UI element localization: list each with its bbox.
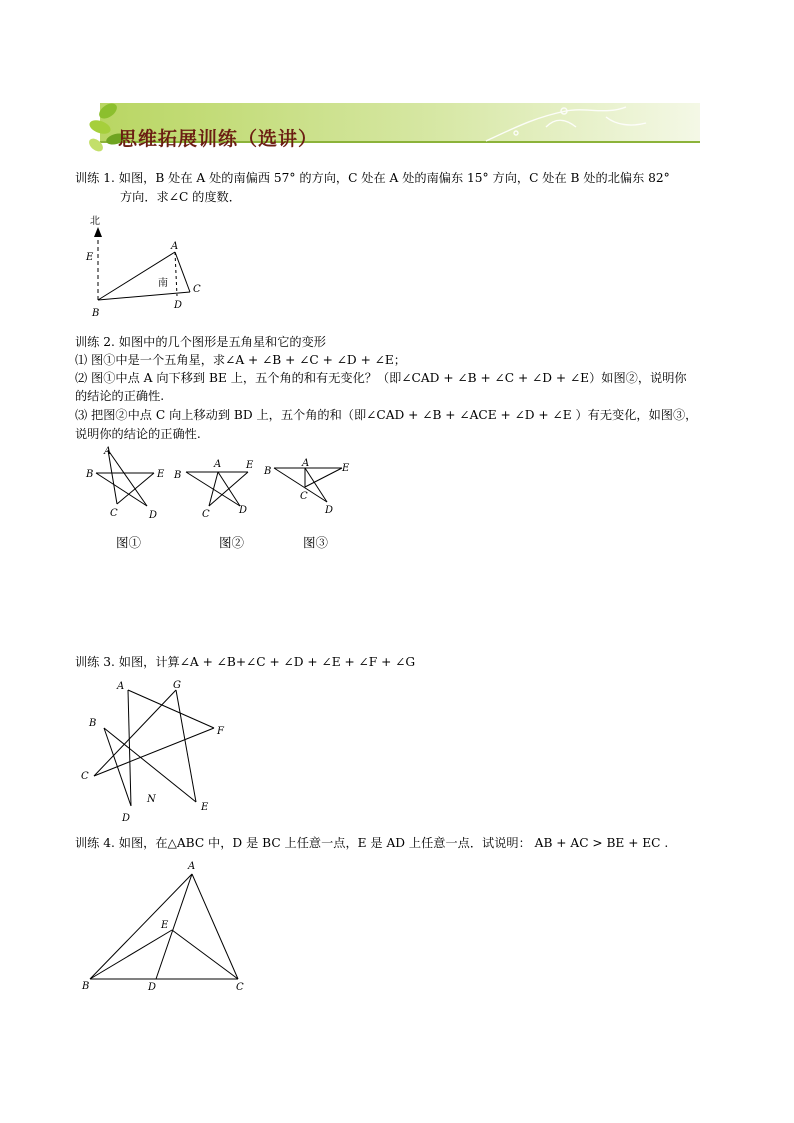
q1-figure — [80, 212, 220, 322]
fig1-label-A: A — [104, 446, 112, 457]
q4-label-C: C — [236, 982, 244, 993]
q3-label-A: A — [117, 681, 125, 692]
fig2-label-B: B — [174, 470, 182, 481]
fig2-label-D: D — [239, 505, 248, 516]
q1-label-D: D — [174, 300, 183, 311]
q2-text-line6: 说明你的结论的正确性. — [75, 427, 201, 441]
q4-text-line1: 训练 4. 如图，在△ABC 中，D 是 BC 上任意一点，E 是 AD 上任意一点．试说明： AB + AC > BE + EC . — [75, 836, 669, 850]
fig1-label-C: C — [110, 508, 118, 519]
q3-figure — [76, 676, 236, 826]
q4-label-D: D — [148, 982, 157, 993]
q2-text-line4: 的结论的正确性. — [75, 389, 165, 403]
q2-text-line3: ⑵ 图①中点 A 向下移到 BE 上，五个角的和有无变化？（即∠CAD + ∠B + ∠C + ∠D + ∠E）如图②，说明你 — [75, 371, 687, 385]
fig1-label-B: B — [86, 469, 94, 480]
q3-label-F: F — [217, 726, 224, 737]
fig3-label-E: E — [342, 463, 350, 474]
q3-label-D: D — [122, 813, 131, 824]
fig2-label-A: A — [214, 459, 222, 470]
q4-figure — [76, 856, 266, 996]
q4-label-E: E — [161, 920, 169, 931]
caption-fig-2: 图② — [219, 535, 245, 550]
q2-text-line5: ⑶ 把图②中点 C 向上移动到 BD 上，五个角的和（即∠CAD + ∠B + ∠ACE + ∠D + ∠E ）有无变化，如图③， — [75, 408, 698, 422]
q1-label-north: 北 — [90, 216, 100, 227]
fig3-label-D: D — [325, 505, 334, 516]
q2-figure-1 — [82, 444, 172, 524]
fig2-label-E: E — [246, 460, 254, 471]
q3-label-C: C — [81, 771, 89, 782]
q4-label-A: A — [188, 861, 196, 872]
fig3-label-B: B — [264, 466, 272, 477]
q1-label-B: B — [92, 308, 100, 319]
fig2-label-C: C — [202, 509, 210, 520]
q1-text-line2: 方向．求∠C 的度数． — [120, 190, 241, 204]
fig1-label-D: D — [149, 510, 158, 521]
caption-fig-1: 图① — [116, 535, 142, 550]
q1-label-E: E — [86, 252, 94, 263]
section-title: 思维拓展训练（选讲） — [118, 128, 319, 150]
caption-fig-3: 图③ — [303, 535, 329, 550]
q1-label-C: C — [193, 284, 201, 295]
q3-label-N: N — [147, 794, 156, 805]
fig3-label-C: C — [300, 491, 308, 502]
fig3-label-A: A — [302, 458, 310, 469]
q1-label-A: A — [171, 241, 179, 252]
q1-label-south: 南 — [158, 278, 168, 289]
q1-text-line1: 训练 1. 如图，B 处在 A 处的南偏西 57° 的方向，C 处在 A 处的南偏东 15° 方向，C 处在 B 处的北偏东 82° — [75, 171, 670, 185]
q3-text-line1: 训练 3. 如图，计算∠A + ∠B+∠C + ∠D + ∠E + ∠F + ∠G — [75, 655, 416, 669]
north-arrow-icon — [94, 227, 102, 237]
q2-text-line2: ⑴ 图①中是一个五角星，求∠A + ∠B + ∠C + ∠D + ∠E； — [75, 353, 406, 367]
q2-figure-3 — [262, 454, 362, 524]
q2-figure-2 — [172, 454, 262, 524]
q3-label-G: G — [173, 680, 181, 691]
fig1-label-E: E — [157, 469, 165, 480]
q4-label-B: B — [82, 981, 90, 992]
q3-label-B: B — [89, 718, 97, 729]
q2-text-line1: 训练 2. 如图中的几个图形是五角星和它的变形 — [75, 335, 326, 349]
q3-label-E: E — [201, 802, 209, 813]
